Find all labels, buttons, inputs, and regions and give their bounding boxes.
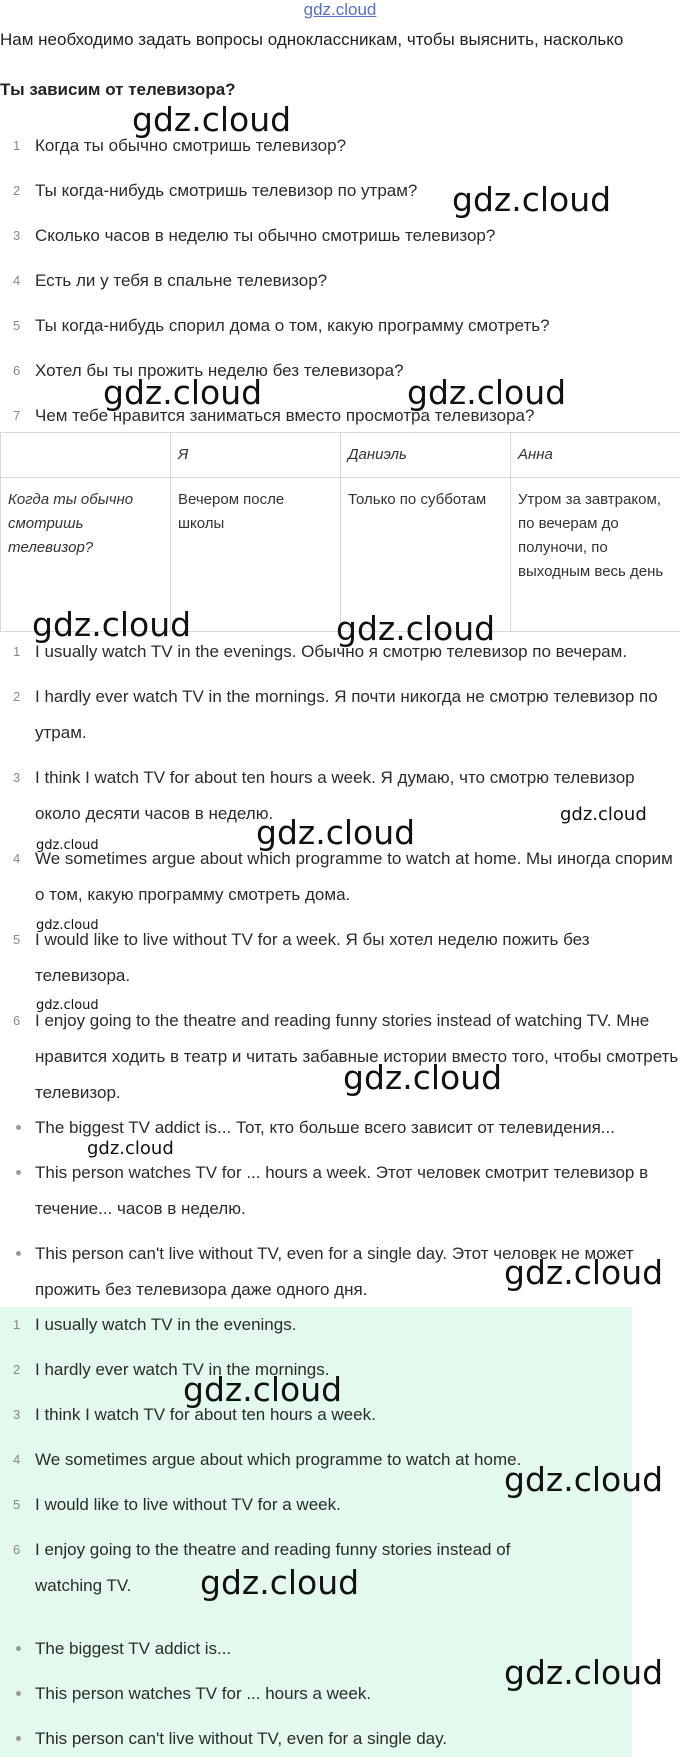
answer-text: I hardly ever watch TV in the mornings. Я почти никогда не смотрю телевизор по утрам. [35, 687, 658, 742]
watermark: gdz.cloud [452, 180, 612, 219]
table-header-cell: Анна [511, 433, 680, 478]
watermark: gdz.cloud [132, 100, 292, 139]
panel-bullet-text: This person watches TV for ... hours a week. [35, 1684, 372, 1703]
item-number: 3 [13, 770, 21, 785]
panel-answer-text: I enjoy going to the theatre and reading funny stories instead of watching TV. [35, 1540, 511, 1595]
watermark: gdz.cloud [504, 1653, 664, 1692]
item-number: 3 [13, 1407, 21, 1422]
table-header-cell: Даниэль [341, 433, 511, 478]
watermark: gdz.cloud [504, 1253, 664, 1292]
watermark: gdz.cloud [36, 838, 99, 853]
panel-bullet-text: This person can't live without TV, even for a single day. [35, 1729, 448, 1748]
answer-text: I think I watch TV for about ten hours a week. Я думаю, что смотрю телевизор около десяти часов в неделю. [35, 768, 635, 823]
item-number: 4 [13, 1452, 21, 1467]
watermark: gdz.cloud [504, 1460, 664, 1499]
item-number: 4 [13, 273, 21, 288]
item-number: 6 [13, 363, 21, 378]
table-header-row [1, 433, 680, 478]
site-link[interactable]: gdz.cloud [303, 0, 377, 19]
watermark: gdz.cloud [183, 1370, 343, 1409]
bullet-text: This person watches TV for ... hours a week. Этот человек смотрит телевизор в течение... часов в неделю. [35, 1163, 649, 1218]
bullet-text: The biggest TV addict is... Тот, кто больше всего зависит от телевидения... [35, 1118, 615, 1137]
bullet-dot [16, 1736, 21, 1741]
question-text: Хотел бы ты прожить неделю без телевизора? [35, 361, 404, 380]
bullet-dot [16, 1691, 21, 1696]
bullet-dot [16, 1125, 21, 1130]
bullet-text: This person can't live without TV, even for a single day. Этот человек не может прожить без телевизора даже одного дня. [35, 1244, 634, 1299]
watermark: gdz.cloud [336, 609, 496, 648]
item-number: 1 [13, 138, 21, 153]
watermark: gdz.cloud [343, 1058, 503, 1097]
item-number: 5 [13, 318, 21, 333]
table-cell: Когда ты обычно смотришь телевизор? [1, 478, 171, 632]
panel-answer-text: I usually watch TV in the evenings. [35, 1315, 297, 1334]
table-header-cell [1, 433, 171, 478]
bullet-dot [16, 1646, 21, 1651]
item-number: 2 [13, 689, 21, 704]
watermark: gdz.cloud [32, 605, 192, 644]
item-number: 6 [13, 1542, 21, 1557]
item-number: 1 [13, 644, 21, 659]
table-header-cell: Я [171, 433, 341, 478]
question-text: Есть ли у тебя в спальне телевизор? [35, 271, 328, 290]
panel-answer-text: I would like to live without TV for a week. [35, 1495, 341, 1514]
item-number: 3 [13, 228, 21, 243]
watermark: gdz.cloud [103, 373, 263, 412]
answer-text: We sometimes argue about which programme to watch at home. Мы иногда спорим о том, какую программу смотреть дома. [35, 849, 673, 904]
watermark: gdz.cloud [36, 918, 99, 933]
bullet-dot [16, 1251, 21, 1256]
intro-text: Нам необходимо задать вопросы одноклассникам, чтобы выяснить, насколько [0, 30, 624, 49]
item-number: 2 [13, 183, 21, 198]
item-number: 2 [13, 1362, 21, 1377]
watermark: gdz.cloud [256, 813, 416, 852]
table-cell: Только по субботам [341, 478, 511, 632]
answer-text: I would like to live without TV for a week. Я бы хотел неделю пожить без телевизора. [35, 930, 590, 985]
answer-text: I usually watch TV in the evenings. Обычно я смотрю телевизор по вечерам. [35, 642, 628, 661]
question-text: Сколько часов в неделю ты обычно смотришь телевизор? [35, 226, 496, 245]
watermark: gdz.cloud [560, 804, 647, 825]
panel-answer-text: We sometimes argue about which programme to watch at home. [35, 1450, 522, 1469]
bullet-dot [16, 1170, 21, 1175]
panel-bullet-text: The biggest TV addict is... [35, 1639, 232, 1658]
table-cell: Утром за завтраком, по вечерам до полуночи, по выходным весь день [511, 478, 680, 632]
watermark: gdz.cloud [87, 1138, 174, 1159]
watermark: gdz.cloud [36, 998, 99, 1013]
answer-text: I enjoy going to the theatre and reading funny stories instead of watching TV. Мне нравится ходить в театр и читать забавные истории вместо того, чтобы смотреть телевизор. [35, 1011, 679, 1102]
question-text: Когда ты обычно смотришь телевизор? [35, 136, 347, 155]
item-number: 6 [13, 1013, 21, 1028]
watermark: gdz.cloud [407, 373, 567, 412]
survey-table [0, 432, 680, 632]
watermark: gdz.cloud [200, 1563, 360, 1602]
item-number: 1 [13, 1317, 21, 1332]
item-number: 7 [13, 408, 21, 423]
item-number: 4 [13, 851, 21, 866]
question-text: Ты когда-нибудь спорил дома о том, какую программу смотреть? [35, 316, 550, 335]
item-number: 5 [13, 932, 21, 947]
question-text: Чем тебе нравится заниматься вместо просмотра телевизора? [35, 406, 535, 425]
panel-answer-text: I think I watch TV for about ten hours a week. [35, 1405, 376, 1424]
section-heading: Ты зависим от телевизора? [0, 80, 236, 99]
table-cell: Вечером после школы [171, 478, 341, 632]
panel-answer-text: I hardly ever watch TV in the mornings. [35, 1360, 330, 1379]
question-text: Ты когда-нибудь смотришь телевизор по утрам? [35, 181, 418, 200]
item-number: 5 [13, 1497, 21, 1512]
